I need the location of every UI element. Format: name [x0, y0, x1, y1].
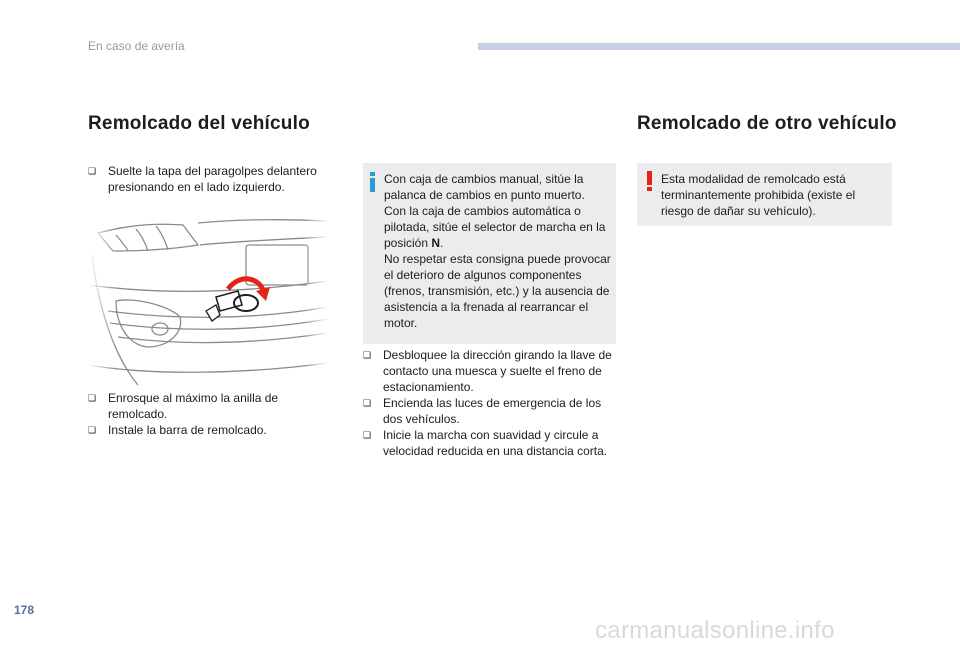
- left-step-2-text: Enrosque al máximo la anilla de remolcado.: [108, 391, 279, 421]
- gear-position-n: N: [431, 236, 441, 250]
- checkbox-bullet-icon: ❑: [363, 350, 372, 360]
- checkbox-bullet-icon: ❑: [363, 398, 372, 408]
- heading-towing-other-vehicle: Remolcado de otro vehículo: [637, 113, 897, 134]
- header-bar: [478, 43, 960, 50]
- info-note-box: [363, 163, 616, 344]
- checkbox-bullet-icon: ❑: [88, 425, 97, 435]
- left-step-3-text: Instale la barra de remolcado.: [108, 423, 267, 437]
- middle-step-2: [363, 395, 618, 427]
- left-step-2: [88, 390, 338, 422]
- left-step-1-text: Suelte la tapa del paragolpes delantero presionando en el lado izquierdo.: [108, 164, 317, 194]
- checkbox-bullet-icon: ❑: [88, 166, 97, 176]
- section-title: En caso de avería: [88, 39, 185, 53]
- left-step-1: [88, 163, 338, 195]
- checkbox-bullet-icon: ❑: [363, 430, 372, 440]
- info-line-1: Con caja de cambios manual, sitúe la palanca de cambios en punto muerto.: [384, 172, 585, 202]
- middle-step-3: [363, 427, 618, 459]
- middle-step-1-text: Desbloquee la dirección girando la llave de contacto una muesca y suelte el freno de estacionamiento.: [383, 348, 612, 394]
- watermark: carmanualsonline.info: [595, 617, 835, 644]
- warning-note-box: [637, 163, 892, 226]
- tow-ring-bumper-illustration: [88, 215, 328, 387]
- heading-towing-vehicle: Remolcado del vehículo: [88, 113, 310, 134]
- checkbox-bullet-icon: ❑: [88, 393, 97, 403]
- info-line-2: Con la caja de cambios automática o pilotada, sitúe el selector de marcha en la posición N.: [384, 204, 606, 250]
- warning-icon: [647, 171, 652, 191]
- middle-step-2-text: Encienda las luces de emergencia de los dos vehículos.: [383, 396, 602, 426]
- info-line-3: No respetar esta consigna puede provocar el deterioro de algunos componentes (frenos, transmisión, etc.) y la ausencia de asistencia a la frenada al rearrancar el motor.: [384, 252, 611, 330]
- page-number: 178: [14, 603, 35, 617]
- info-icon: [370, 172, 375, 192]
- middle-step-1: [363, 347, 618, 395]
- warning-text: Esta modalidad de remolcado está terminantemente prohibida (existe el riesgo de dañar su vehículo).: [661, 172, 856, 218]
- left-step-3: [88, 422, 338, 438]
- middle-step-3-text: Inicie la marcha con suavidad y circule a velocidad reducida en una distancia corta.: [383, 428, 608, 458]
